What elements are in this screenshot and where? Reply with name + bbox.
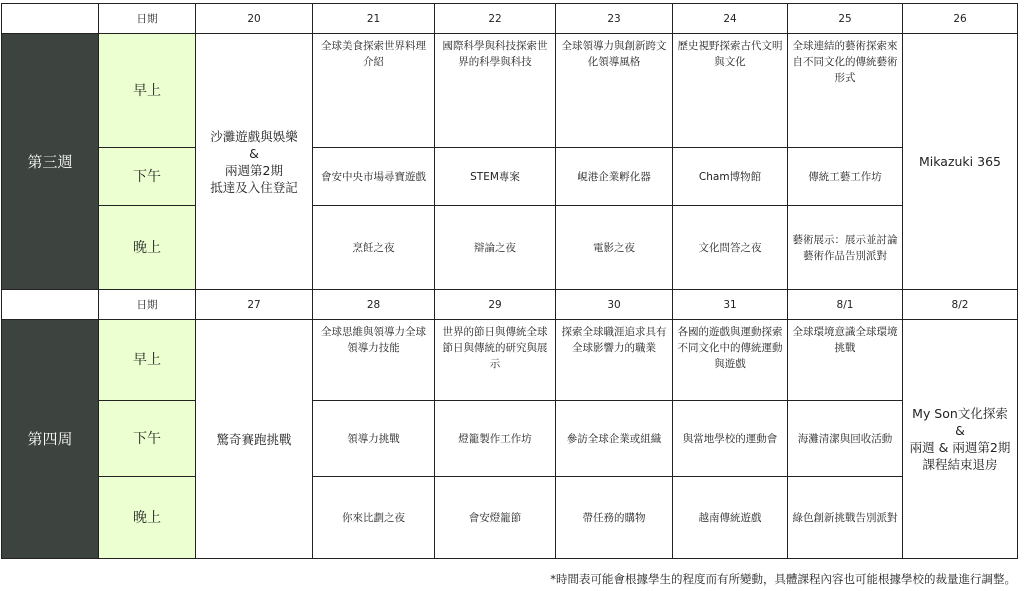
last-day-activity: My Son文化探索 & 兩週 & 兩週第2期 課程結束退房 [903, 320, 1018, 559]
activity-cell: 各國的遊戲與運動探索不同文化中的傳統運動與遊戲 [673, 320, 788, 401]
first-day-activity: 沙灘遊戲與娛樂 & 兩週第2期 抵達及入住登記 [196, 34, 313, 290]
activity-cell: 會安燈籠節 [435, 477, 556, 559]
afternoon-row [2, 148, 1018, 206]
date-cell: 31 [673, 290, 788, 320]
activity-cell: 海灘清潔與回收活動 [788, 401, 903, 477]
activity-cell: 傳統工藝工作坊 [788, 148, 903, 206]
activity-cell: STEM專案 [435, 148, 556, 206]
activity-cell: 藝術展示：展示並討論藝術作品告別派對 [788, 206, 903, 290]
period-label: 早上 [99, 320, 196, 401]
activity-cell: 電影之夜 [556, 206, 673, 290]
date-header: 日期 [99, 290, 196, 320]
activity-cell: 峴港企業孵化器 [556, 148, 673, 206]
date-cell: 8/2 [903, 290, 1018, 320]
date-cell: 25 [788, 4, 903, 34]
activity-cell: 與當地學校的運動會 [673, 401, 788, 477]
date-cell: 8/1 [788, 290, 903, 320]
activity-cell: 全球領導力與創新跨文化領導風格 [556, 34, 673, 148]
activity-cell: 探索全球職涯追求具有全球影響力的職業 [556, 320, 673, 401]
corner-cell [2, 290, 99, 320]
date-row [2, 4, 1018, 34]
evening-row [2, 477, 1018, 559]
activity-cell: 世界的節日與傳統全球節日與傳統的研究與展示 [435, 320, 556, 401]
footnote: *時間表可能會根據學生的程度而有所變動，具體課程內容也可能根據學校的裁量進行調整。 [550, 572, 1016, 586]
date-cell: 27 [196, 290, 313, 320]
activity-cell: 參訪全球企業或組織 [556, 401, 673, 477]
activity-cell: 全球美食探索世界料理介紹 [313, 34, 435, 148]
week-label: 第四周 [2, 320, 99, 559]
morning-row [2, 320, 1018, 401]
date-cell: 28 [313, 290, 435, 320]
activity-cell: 文化問答之夜 [673, 206, 788, 290]
date-cell: 21 [313, 4, 435, 34]
period-label: 下午 [99, 148, 196, 206]
activity-cell: 會安中央市場尋寶遊戲 [313, 148, 435, 206]
activity-cell: 你來比劃之夜 [313, 477, 435, 559]
period-label: 早上 [99, 34, 196, 148]
period-label: 晚上 [99, 477, 196, 559]
corner-cell [2, 4, 99, 34]
activity-cell: Cham博物館 [673, 148, 788, 206]
activity-cell: 領導力挑戰 [313, 401, 435, 477]
period-label: 下午 [99, 401, 196, 477]
activity-cell: 烹飪之夜 [313, 206, 435, 290]
date-cell: 23 [556, 4, 673, 34]
date-cell: 20 [196, 4, 313, 34]
afternoon-row [2, 401, 1018, 477]
date-header: 日期 [99, 4, 196, 34]
activity-cell: 燈籠製作工作坊 [435, 401, 556, 477]
activity-cell: 帶任務的購物 [556, 477, 673, 559]
date-cell: 30 [556, 290, 673, 320]
week-label: 第三週 [2, 34, 99, 290]
date-cell: 29 [435, 290, 556, 320]
date-cell: 24 [673, 4, 788, 34]
activity-cell: 綠色創新挑戰告別派對 [788, 477, 903, 559]
first-day-activity: 驚奇賽跑挑戰 [196, 320, 313, 559]
activity-cell: 越南傳統遊戲 [673, 477, 788, 559]
activity-cell: 全球思維與領導力全球領導力技能 [313, 320, 435, 401]
date-row [2, 290, 1018, 320]
period-label: 晚上 [99, 206, 196, 290]
date-cell: 22 [435, 4, 556, 34]
activity-cell: 全球連結的藝術探索來自不同文化的傳統藝術形式 [788, 34, 903, 148]
morning-row [2, 34, 1018, 148]
activity-cell: 歷史視野探索古代文明與文化 [673, 34, 788, 148]
activity-cell: 國際科學與科技探索世界的科學與科技 [435, 34, 556, 148]
date-cell: 26 [903, 4, 1018, 34]
activity-cell: 全球環境意識全球環境挑戰 [788, 320, 903, 401]
schedule-table [1, 3, 1018, 559]
evening-row [2, 206, 1018, 290]
activity-cell: 辯論之夜 [435, 206, 556, 290]
last-day-activity: Mikazuki 365 [903, 34, 1018, 290]
